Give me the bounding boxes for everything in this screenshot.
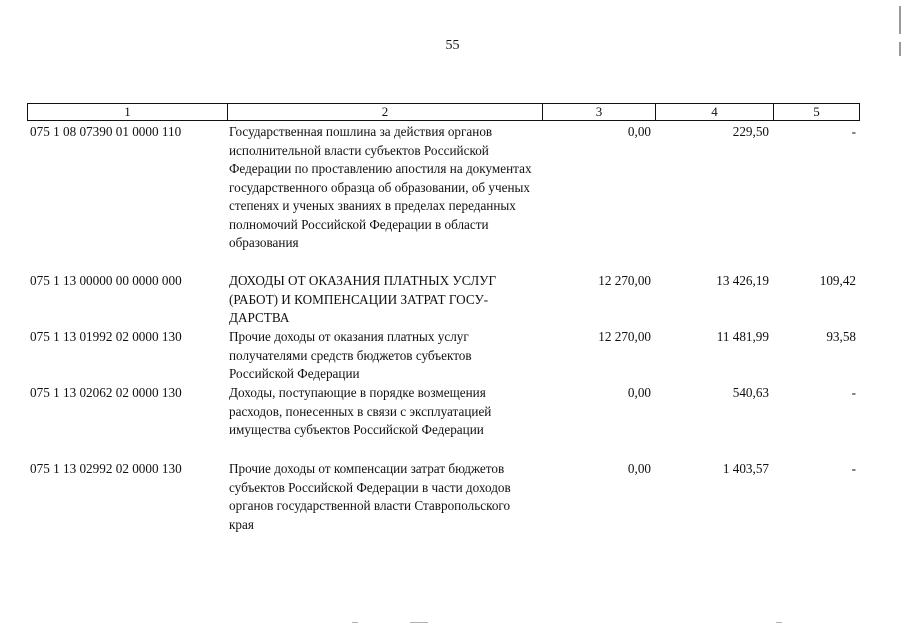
page-number: 55 xyxy=(445,38,460,53)
row-name: ДОХОДЫ ОТ ОКАЗАНИЯ ПЛАТНЫХ УСЛУГ (РАБОТ) И КОМПЕНСАЦИИ ЗАТРАТ ГОСУ-ДАРСТВА xyxy=(229,273,497,325)
row-plan: 0,00 xyxy=(627,461,651,476)
row-percent: 109,42 xyxy=(819,273,856,288)
row-name: Государственная пошлина за действия органов исполнительной власти субъектов Российской Федерации по проставлению апостиля на документах государственного образца об образовании, об ученых степенях и ученых званиях в пределах переданных полномочий Российской Федерации в области образования xyxy=(229,124,532,250)
table-body xyxy=(27,123,860,540)
table-row xyxy=(27,460,860,540)
row-actual: 1 403,57 xyxy=(722,461,769,476)
table-row xyxy=(27,384,860,460)
column-header-4: 4 xyxy=(656,104,774,120)
row-percent: - xyxy=(851,461,856,476)
table-row xyxy=(27,328,860,384)
row-code: 075 1 08 07390 01 0000 110 xyxy=(30,124,182,139)
row-plan: 12 270,00 xyxy=(598,329,651,344)
row-percent: - xyxy=(851,124,856,139)
column-header-3: 3 xyxy=(543,104,656,120)
table-header xyxy=(27,103,860,121)
column-header-5: 5 xyxy=(813,104,820,119)
row-code: 075 1 13 00000 00 0000 000 xyxy=(30,273,182,288)
row-plan: 0,00 xyxy=(627,124,651,139)
row-code: 075 1 13 02062 02 0000 130 xyxy=(30,385,182,400)
row-name: Прочие доходы от компенсации затрат бюджетов субъектов Российской Федерации в части доходов органов государственной власти Ставропольского края xyxy=(229,461,511,532)
margin-mark xyxy=(899,6,901,34)
column-header-2: 2 xyxy=(228,104,543,120)
row-percent: 93,58 xyxy=(826,329,856,344)
row-code: 075 1 13 01992 02 0000 130 xyxy=(30,329,182,344)
row-actual: 11 481,99 xyxy=(716,329,769,344)
row-plan: 12 270,00 xyxy=(598,273,651,288)
row-name: Прочие доходы от оказания платных услуг получателями средств бюджетов субъектов Российской Федерации xyxy=(229,329,472,381)
scan-dot xyxy=(776,622,782,623)
row-name: Доходы, поступающие в порядке возмещения расходов, понесенных в связи с эксплуатацией имущества субъектов Российской Федерации xyxy=(229,385,492,437)
row-plan: 0,00 xyxy=(627,385,651,400)
row-actual: 229,50 xyxy=(732,124,769,139)
table-row xyxy=(27,272,860,328)
row-code: 075 1 13 02992 02 0000 130 xyxy=(30,461,182,476)
table-row xyxy=(27,123,860,272)
row-actual: 540,63 xyxy=(732,385,769,400)
scan-dot xyxy=(352,622,358,623)
row-percent: - xyxy=(851,385,856,400)
column-header-1: 1 xyxy=(28,104,228,120)
row-actual: 13 426,19 xyxy=(716,273,769,288)
scan-dot xyxy=(410,622,428,623)
